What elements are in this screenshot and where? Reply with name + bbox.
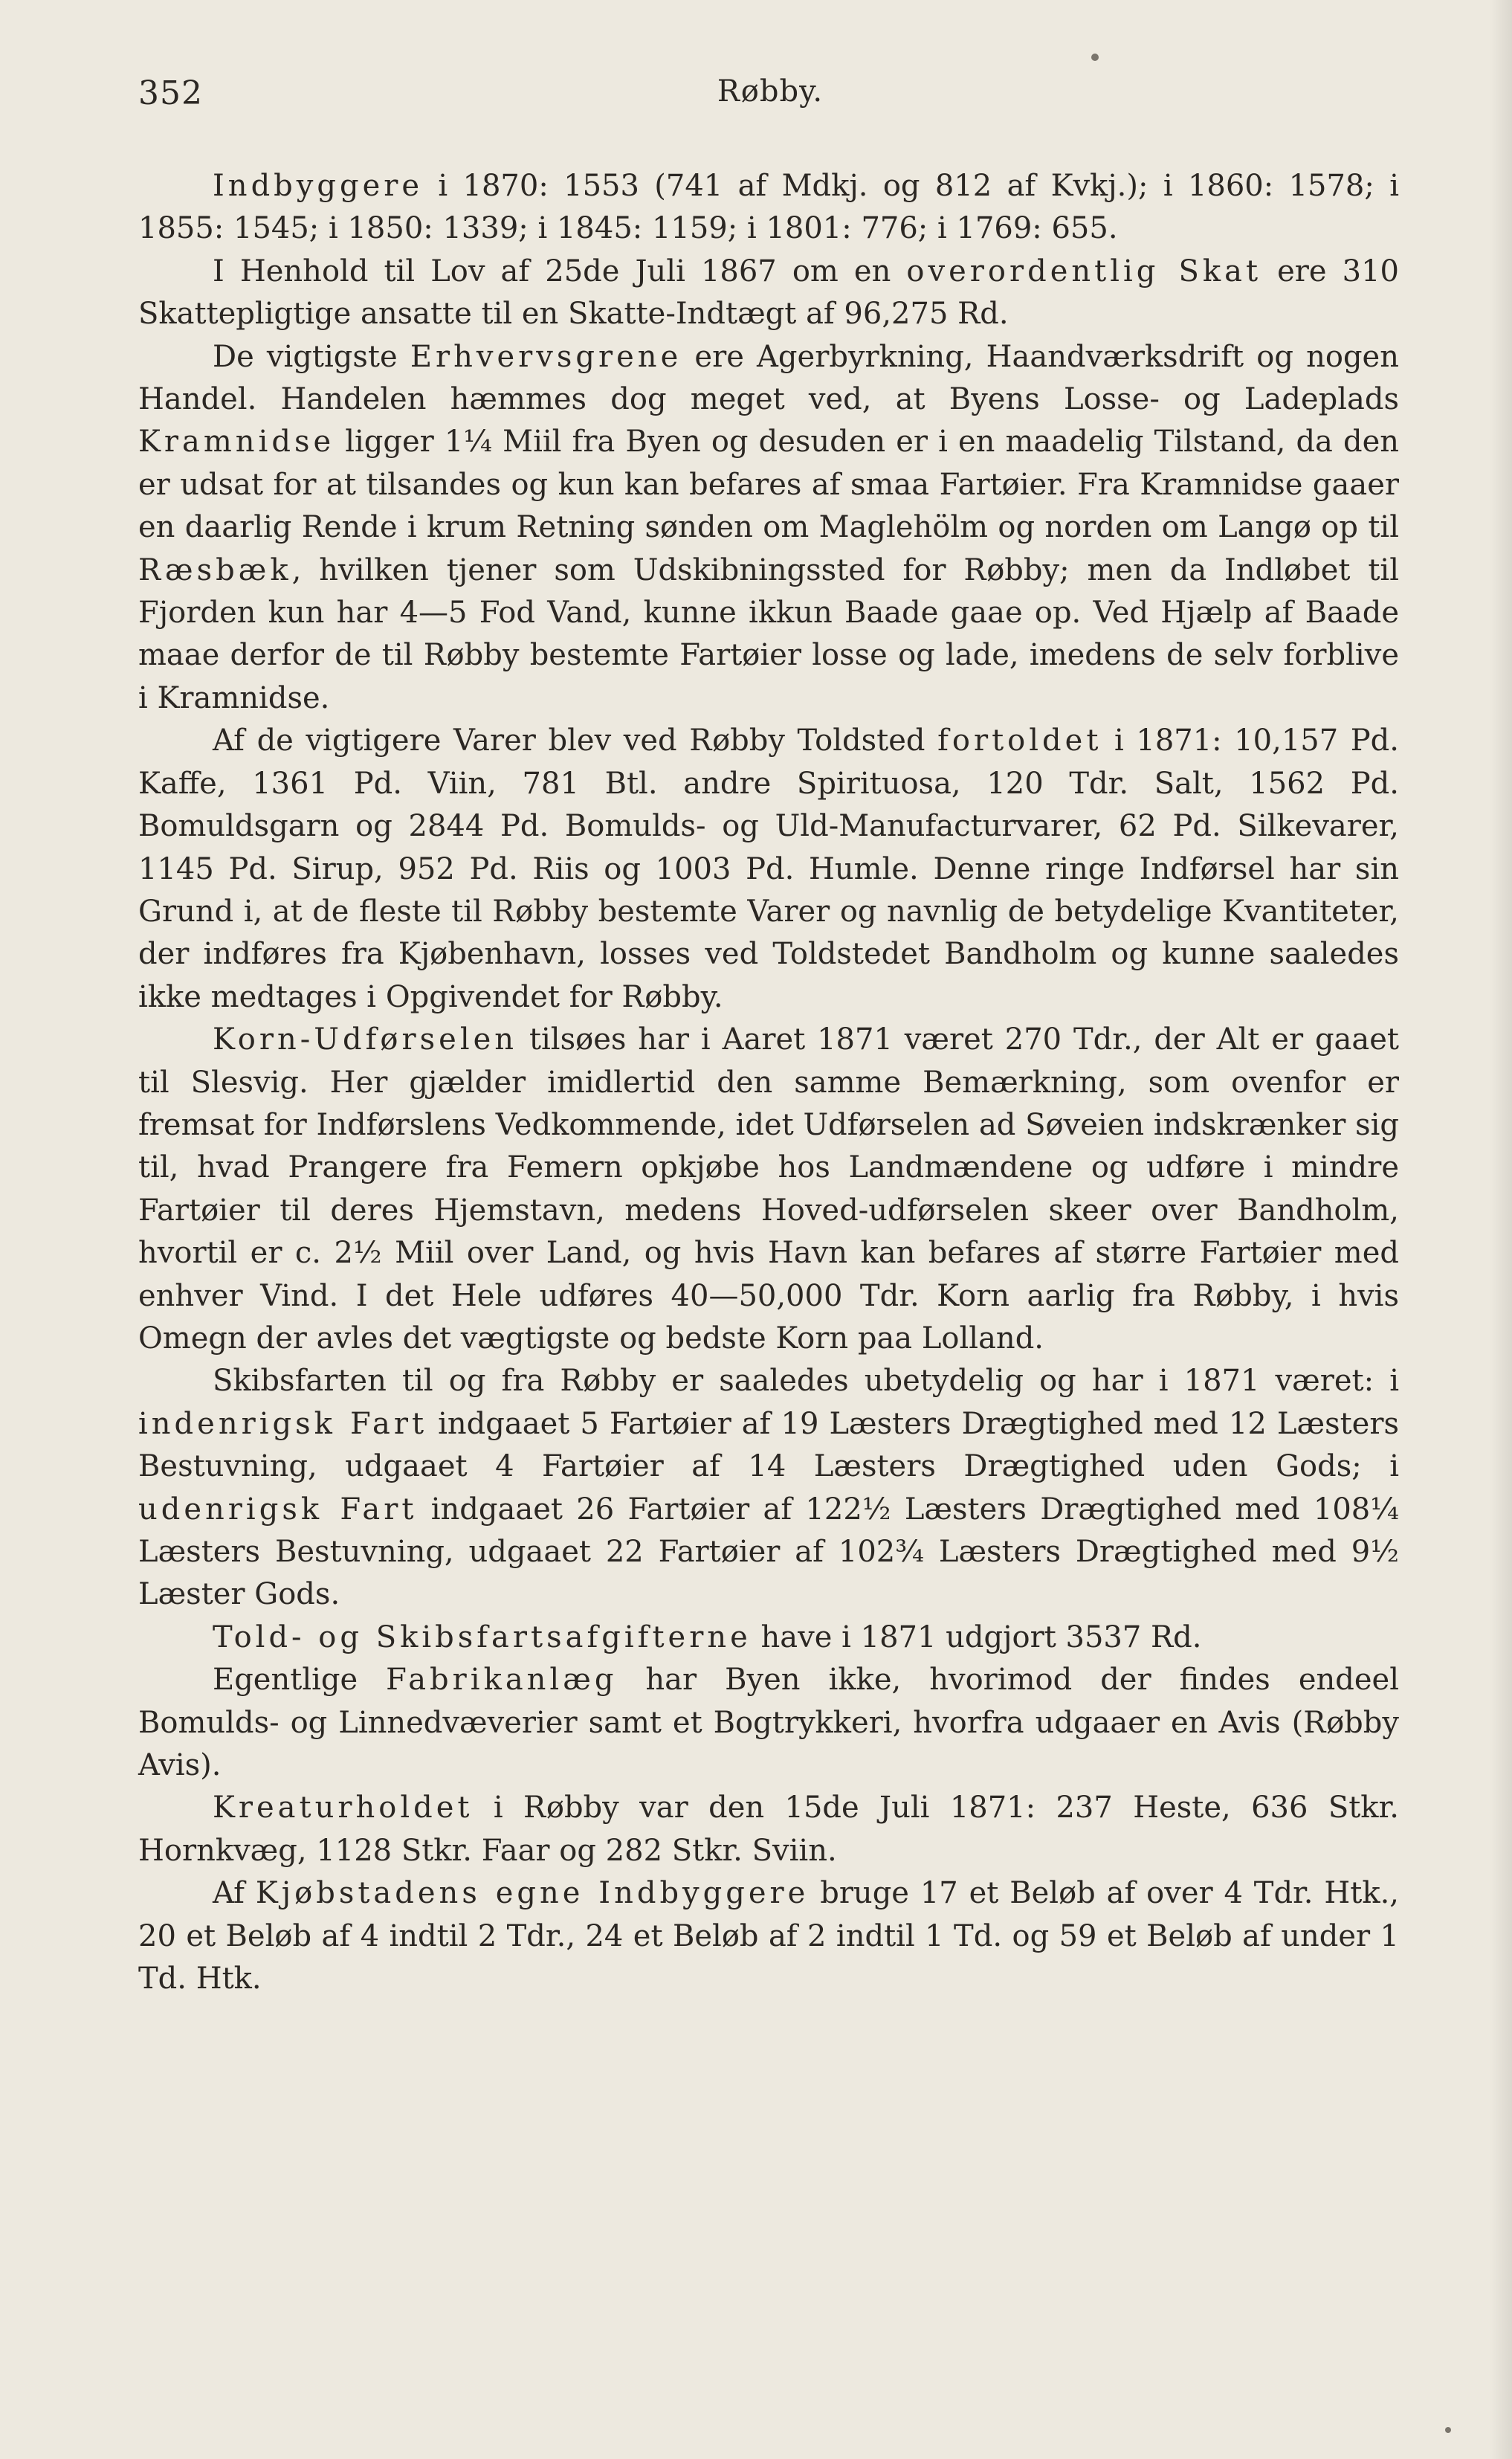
spaced-emphasis: Kjøbstadens egne Indbyggere bbox=[255, 1876, 810, 1911]
text-run: indgaaet 26 Fartøier af 122½ Læsters Drægtighed med 108¼ Læsters Bestuvning, udgaaet 22 Fartøier af 102¾ Læsters Drægtighed med 9½ Læster Gods. bbox=[138, 1492, 1400, 1612]
paragraph-p3 bbox=[138, 336, 1399, 721]
spaced-emphasis: overordentlig Skat bbox=[906, 254, 1262, 289]
spaced-emphasis: Ræsbæk bbox=[138, 552, 292, 587]
text-run: bruge 17 et Beløb af over 4 Tdr. Htk., 20 et Beløb af 4 indtil 2 Tdr., 24 et Beløb af 2 indtil 1 Td. og 59 et Beløb af under 1 Td. Htk. bbox=[138, 1876, 1399, 1996]
spaced-emphasis: Fabrikanlæg bbox=[386, 1663, 618, 1698]
paragraph-p1 bbox=[138, 165, 1399, 251]
spaced-emphasis: fortoldet bbox=[937, 723, 1102, 758]
text-run: ere Agerbyrkning, Haandværksdrift og nogen Handel. Handelen hæmmes dog meget ved, at Byens Losse- og Ladeplads bbox=[138, 339, 1399, 417]
spaced-emphasis: udenrigsk Fart bbox=[138, 1492, 418, 1527]
text-run: i 1870: 1553 (741 af Mdkj. og 812 af Kvkj.); i 1860: 1578; i 1855: 1545; i 1850: 1339; i 1845: 1159; i 1801: 776; i 1769: 655. bbox=[138, 169, 1399, 246]
text-run: , hvilken tjener som Udskibningssted for Røbby; men da Indløbet til Fjorden kun har 4—5 Fod Vand, kunne ikkun Baade gaae op. Ved Hjælp af Baade maae derfor de til Røbby bestemte Fartøier losse og lade, imedens de selv forblive i Kramnidse. bbox=[138, 552, 1399, 715]
text-run: indgaaet 5 Fartøier af 19 Læsters Drægtighed med 12 Læsters Bestuvning, udgaaet 4 Fartøier af 14 Læsters Drægtighed uden Gods; i bbox=[138, 1406, 1399, 1484]
paragraph-p6 bbox=[138, 1360, 1399, 1616]
paragraph-p4 bbox=[138, 720, 1399, 1019]
text-run: De vigtigste bbox=[213, 339, 410, 374]
page-edge-shadow bbox=[1490, 0, 1512, 2459]
text-run: I Henhold til Lov af 25de Juli 1867 om en bbox=[213, 254, 907, 289]
text-run: ere 310 Skattepligtige ansatte til en Skatte-Indtægt af 96,275 Rd. bbox=[138, 254, 1399, 332]
spaced-emphasis: Kreaturholdet bbox=[213, 1791, 474, 1825]
text-run: Skibsfarten til og fra Røbby er saaledes ubetydelig og har i 1871 været: i bbox=[213, 1364, 1399, 1399]
spaced-emphasis: indenrigsk Fart bbox=[138, 1406, 428, 1441]
paragraph-p9 bbox=[138, 1787, 1399, 1872]
ink-speck bbox=[1091, 54, 1099, 61]
ink-speck bbox=[1445, 2427, 1451, 2433]
text-run: have i 1871 udgjort 3537 Rd. bbox=[751, 1620, 1202, 1654]
page-header bbox=[138, 74, 1402, 119]
spaced-emphasis: Erhvervsgrene bbox=[410, 339, 682, 374]
text-body bbox=[138, 165, 1399, 2000]
text-run: har Byen ikke, hvorimod der findes endeel Bomulds- og Linnedvæverier samt et Bogtrykkeri, hvorfra udgaaer en Avis (Røbby Avis). bbox=[138, 1663, 1399, 1783]
paragraph-p5 bbox=[138, 1019, 1399, 1360]
paragraph-p8 bbox=[138, 1659, 1399, 1787]
text-run: i 1871: 10,157 Pd. Kaffe, 1361 Pd. Viin, 781 Btl. andre Spirituosa, 120 Tdr. Salt, 1562 Pd. Bomuldsgarn og 2844 Pd. Bomulds- og Uld-Manufacturvarer, 62 Pd. Silkevarer, 1145 Pd. Sirup, 952 Pd. Riis og 1003 Pd. Humle. Denne ringe Indførsel har sin Grund i, at de fleste til Røbby bestemte Varer og navnlig de betydelige Kvantiteter, der indføres fra Kjøbenhavn, losses ved Toldstedet Bandholm og kunne saaledes ikke medtages i Opgivendet for Røbby. bbox=[138, 723, 1400, 1014]
spaced-emphasis: Indbyggere bbox=[213, 169, 424, 203]
running-title: Røbby. bbox=[717, 74, 824, 109]
spaced-emphasis: Told- og Skibsfartsafgifterne bbox=[213, 1620, 752, 1654]
spaced-emphasis: Kramnidse bbox=[138, 425, 335, 460]
text-run: i Røbby var den 15de Juli 1871: 237 Heste, 636 Stkr. Hornkvæg, 1128 Stkr. Faar og 282 Stkr. Sviin. bbox=[138, 1791, 1399, 1868]
spaced-emphasis: Korn-Udførselen bbox=[213, 1022, 518, 1057]
paragraph-p10 bbox=[138, 1872, 1399, 2000]
paragraph-p7 bbox=[138, 1617, 1399, 1659]
text-run: Af de vigtigere Varer blev ved Røbby Toldsted bbox=[213, 723, 938, 758]
text-run: Af bbox=[213, 1876, 256, 1911]
text-run: Egentlige bbox=[213, 1663, 387, 1698]
text-run: tilsøes har i Aaret 1871 været 270 Tdr., der Alt er gaaet til Slesvig. Her gjælder imidlertid den samme Bemærkning, som ovenfor er fremsat for Indførslens Vedkommende, idet Udførselen ad Søveien indskrænker sig til, hvad Prangere fra Femern opkjøbe hos Landmændene og udføre i mindre Fartøier til deres Hjemstavn, medens Hoved-udførselen skeer over Bandholm, hvortil er c. 2½ Miil over Land, og hvis Havn kan befares af større Fartøier med enhver Vind. I det Hele udføres 40—50,000 Tdr. Korn aarlig fra Røbby, i hvis Omegn der avles det vægtigste og bedste Korn paa Lolland. bbox=[138, 1022, 1399, 1356]
text-run: ligger 1¼ Miil fra Byen og desuden er i en maadelig Tilstand, da den er udsat for at tilsandes og kun kan befares af smaa Fartøier. Fra Kramnidse gaaer en daarlig Rende i krum Retning sønden om Maglehölm og norden om Langø op til bbox=[138, 425, 1399, 545]
paragraph-p2 bbox=[138, 251, 1399, 336]
page-number: 352 bbox=[138, 74, 203, 112]
